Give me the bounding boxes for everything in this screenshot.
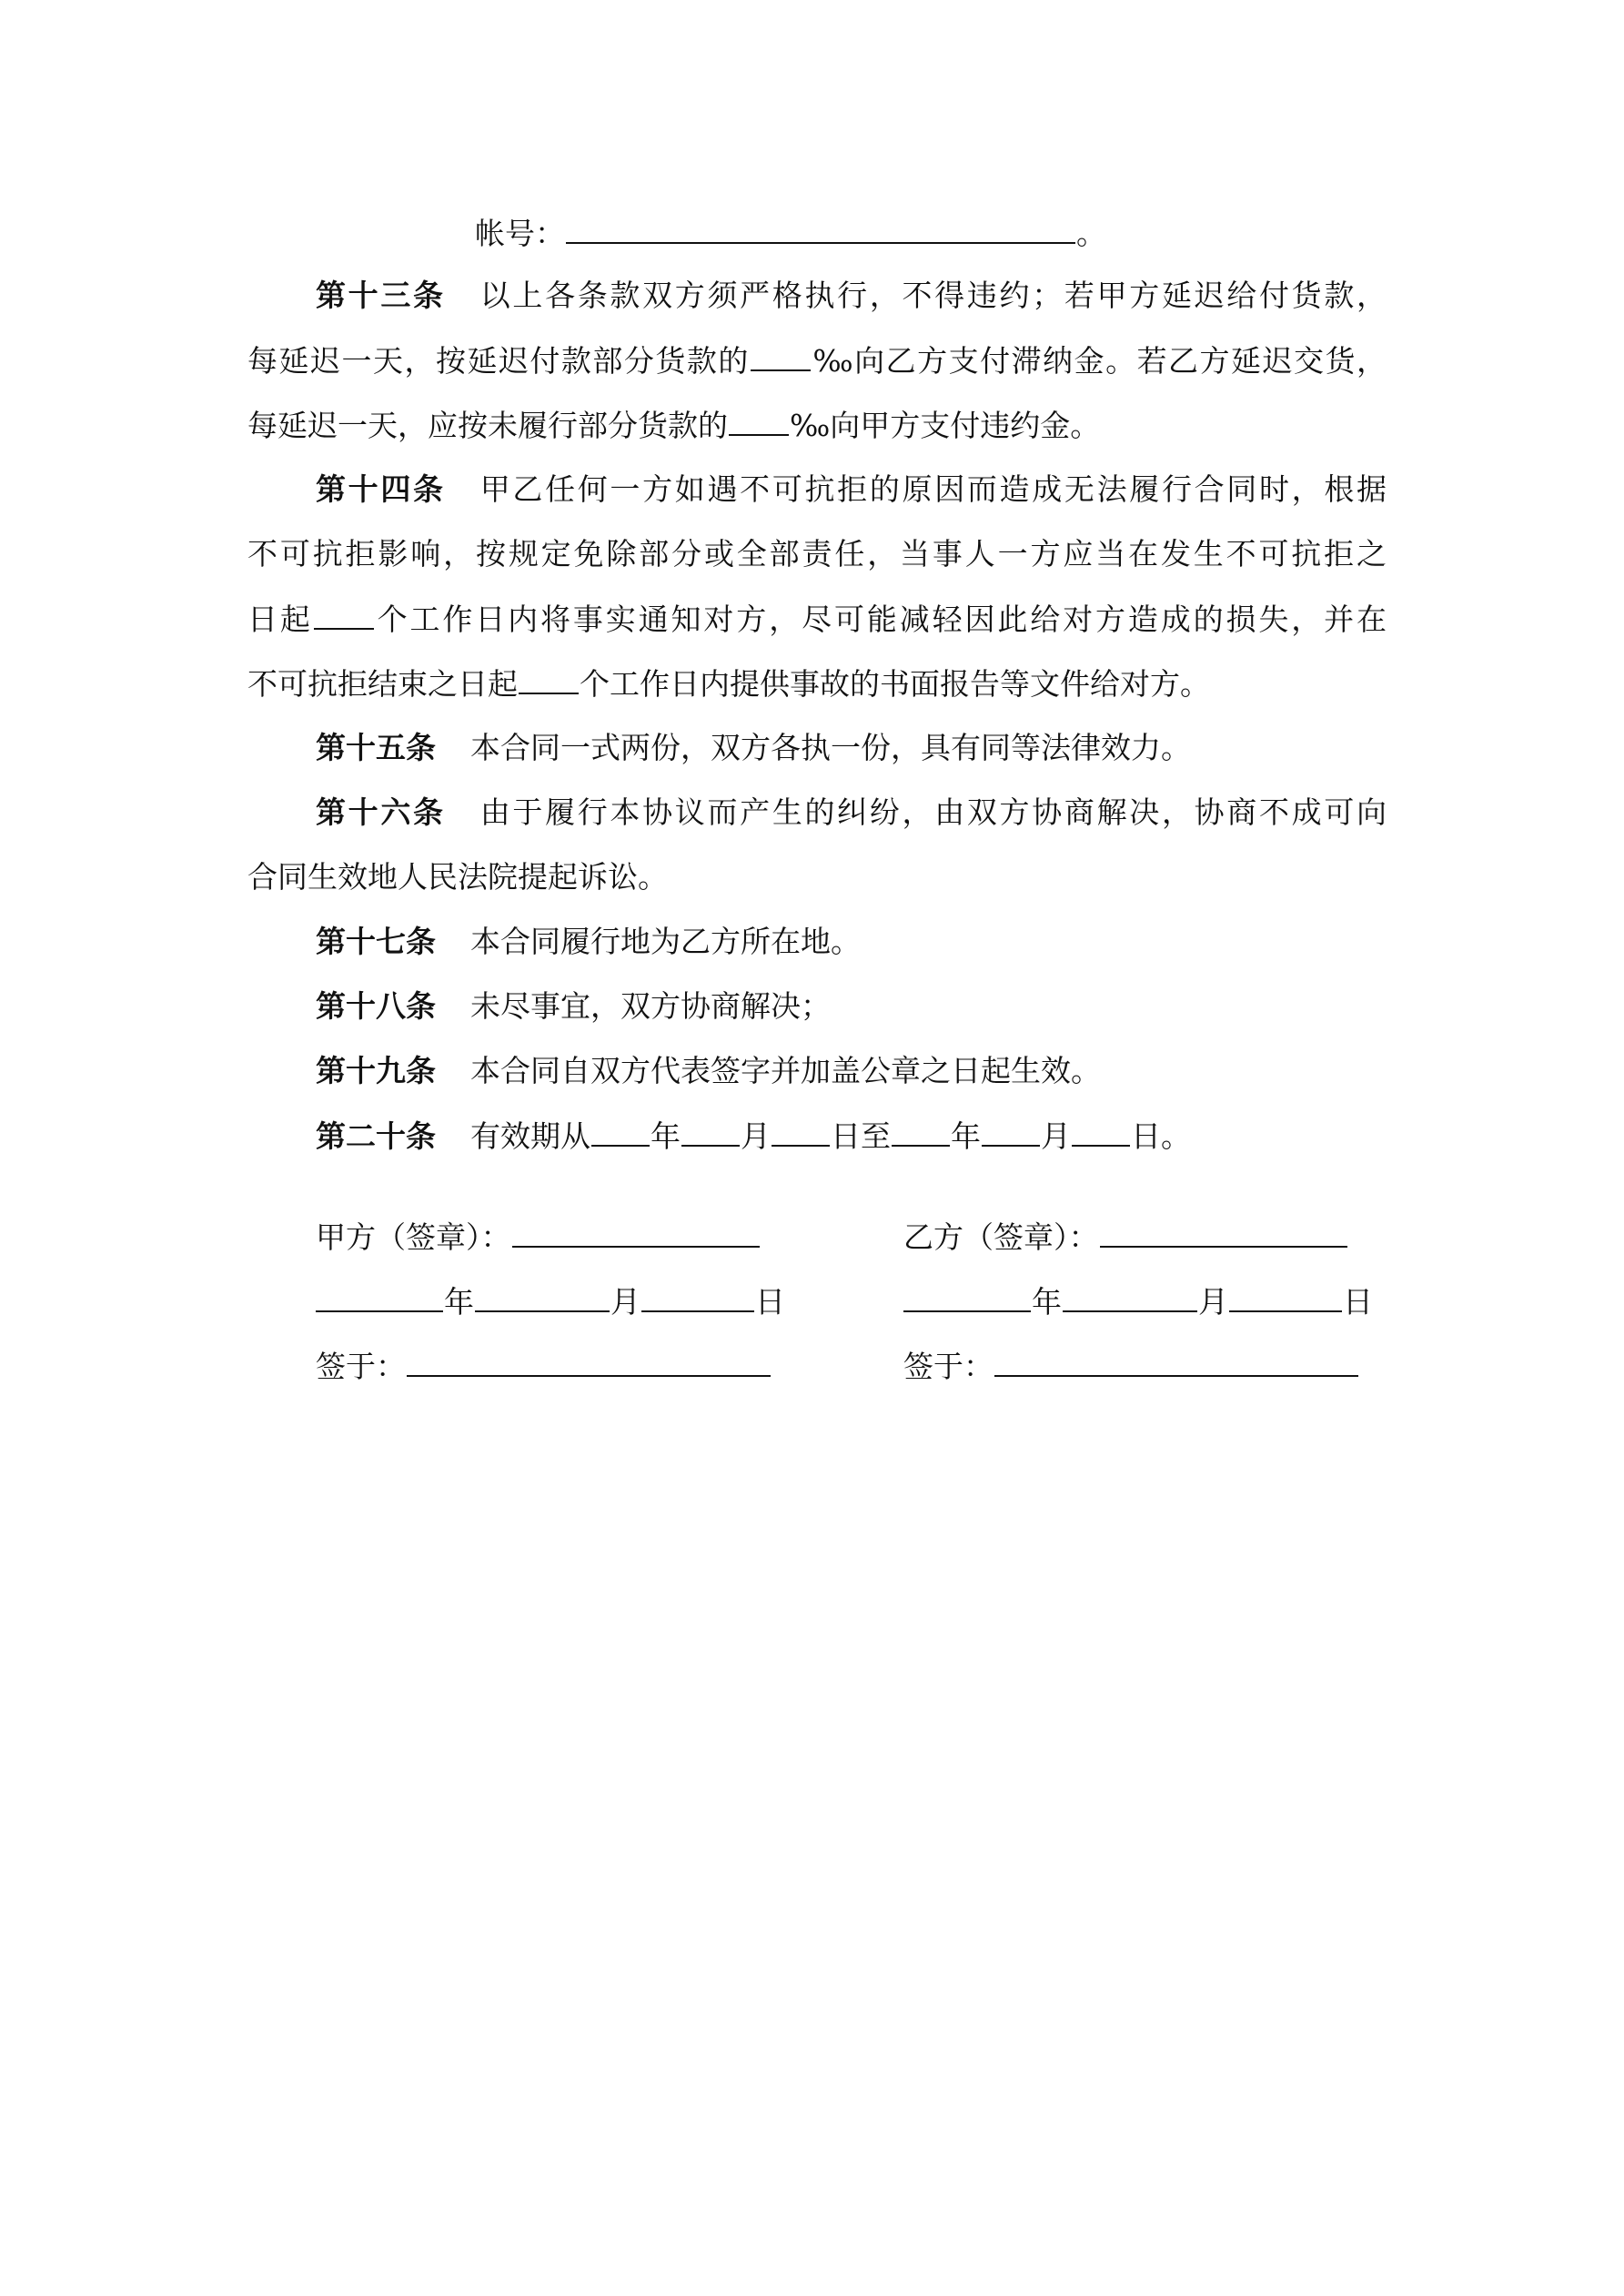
article-14-text-4a: 不可抗拒结束之日起 — [247, 666, 518, 702]
party-b-year-blank — [903, 1283, 1031, 1312]
party-b-day-label: 日 — [1343, 1284, 1373, 1320]
article-15 — [247, 730, 1191, 766]
article-17 — [247, 924, 861, 960]
party-b-month-blank — [1063, 1283, 1197, 1312]
article-14-text-3b: 个工作日内将事实通知对方，尽可能减轻因此给对方造成的损失，并在 — [374, 602, 1387, 637]
party-b-month-label: 月 — [1198, 1284, 1228, 1320]
article-14-line-1 — [247, 471, 1387, 508]
article-16-text-1: 由于履行本协议而产生的纠纷，由双方协商解决，协商不成可向 — [479, 794, 1387, 830]
article-13-text-2b: ‰向乙方支付滞纳金。若乙方延迟交货， — [811, 343, 1387, 379]
end-month-label: 月 — [1041, 1118, 1071, 1154]
article-19-title: 第十九条 — [316, 1053, 436, 1088]
article-13-line-3 — [247, 407, 1387, 444]
article-14-line-3 — [247, 601, 1387, 638]
article-16-title: 第十六条 — [316, 794, 446, 830]
end-day-blank — [1072, 1118, 1130, 1147]
article-16-text-2: 合同生效地人民法院提起诉讼。 — [247, 859, 668, 895]
validity-prefix: 有效期从 — [470, 1118, 590, 1154]
article-19 — [247, 1053, 1101, 1089]
party-a-place-label: 签于： — [316, 1349, 406, 1384]
start-month-label: 月 — [741, 1118, 771, 1154]
article-14-text-3a: 日起 — [247, 602, 313, 637]
party-a-seal-line — [316, 1219, 761, 1256]
end-year-blank — [892, 1118, 950, 1147]
party-a-date-line — [316, 1283, 785, 1320]
article-13-text-3a: 每延迟一天，应按未履行部分货款的 — [247, 408, 728, 443]
start-year-blank — [591, 1118, 650, 1147]
party-a-day-blank — [641, 1283, 754, 1312]
party-b-seal-blank — [1100, 1219, 1347, 1248]
article-14-text-4b: 个工作日内提供事故的书面报告等文件给对方。 — [580, 666, 1210, 702]
notice-days-blank — [314, 601, 374, 630]
start-day-label: 日至 — [831, 1118, 891, 1154]
end-year-label: 年 — [951, 1118, 981, 1154]
party-b-day-blank — [1229, 1283, 1342, 1312]
article-18-text: 未尽事宜，双方协商解决； — [470, 988, 831, 1024]
report-days-blank — [519, 665, 579, 694]
article-13-text-2a: 每延迟一天，按延迟付款部分货款的 — [247, 343, 750, 379]
account-label: 帐号： — [475, 216, 565, 251]
party-b-place-blank — [994, 1348, 1358, 1377]
party-b-place-line — [903, 1348, 1359, 1385]
article-15-text: 本合同一式两份，双方各执一份，具有同等法律效力。 — [470, 730, 1191, 765]
article-14-line-4 — [247, 665, 1387, 703]
article-13-line-2 — [247, 342, 1387, 379]
account-end: 。 — [1076, 216, 1106, 251]
late-payment-rate-blank — [751, 342, 811, 371]
article-16-line-1 — [247, 794, 1387, 831]
article-18 — [247, 988, 831, 1025]
party-a-place-line — [316, 1348, 772, 1385]
start-year-label: 年 — [651, 1118, 681, 1154]
article-14-line-2 — [247, 536, 1387, 572]
article-14-text-1: 甲乙任何一方如遇不可抗拒的原因而造成无法履行合同时，根据 — [479, 471, 1387, 507]
start-month-blank — [681, 1118, 740, 1147]
article-17-title: 第十七条 — [316, 924, 436, 959]
late-delivery-rate-blank — [729, 407, 789, 436]
article-13-title: 第十三条 — [316, 278, 446, 313]
party-a-day-label: 日 — [755, 1284, 785, 1320]
article-19-text: 本合同自双方代表签字并加盖公章之日起生效。 — [470, 1053, 1101, 1088]
party-a-year-blank — [316, 1283, 443, 1312]
article-15-title: 第十五条 — [316, 730, 436, 765]
end-month-blank — [982, 1118, 1040, 1147]
party-a-place-blank — [407, 1348, 771, 1377]
article-13-text-1: 以上各条款双方须严格执行，不得违约；若甲方延迟给付货款， — [479, 278, 1387, 313]
account-line — [475, 215, 1106, 252]
article-20 — [247, 1118, 1191, 1155]
start-day-blank — [772, 1118, 830, 1147]
party-b-seal-line — [903, 1219, 1348, 1256]
party-a-month-blank — [475, 1283, 610, 1312]
party-b-year-label: 年 — [1032, 1284, 1062, 1320]
article-17-text: 本合同履行地为乙方所在地。 — [470, 924, 861, 959]
party-b-place-label: 签于： — [903, 1349, 994, 1384]
party-b-date-line — [903, 1283, 1373, 1320]
account-blank — [566, 215, 1075, 244]
article-13-line-1 — [247, 278, 1387, 314]
article-14-text-2: 不可抗拒影响，按规定免除部分或全部责任，当事人一方应当在发生不可抗拒之 — [247, 536, 1387, 571]
article-20-title: 第二十条 — [316, 1118, 436, 1154]
article-16-line-2 — [247, 859, 668, 895]
article-18-title: 第十八条 — [316, 988, 436, 1024]
article-14-title: 第十四条 — [316, 471, 446, 507]
party-b-label: 乙方（签章）： — [903, 1219, 1099, 1255]
article-13-text-3b: ‰向甲方支付违约金。 — [790, 408, 1101, 443]
party-a-year-label: 年 — [444, 1284, 474, 1320]
party-a-seal-blank — [512, 1219, 760, 1248]
party-a-label: 甲方（签章）： — [316, 1219, 511, 1255]
end-day-label: 日。 — [1131, 1118, 1191, 1154]
party-a-month-label: 月 — [610, 1284, 641, 1320]
